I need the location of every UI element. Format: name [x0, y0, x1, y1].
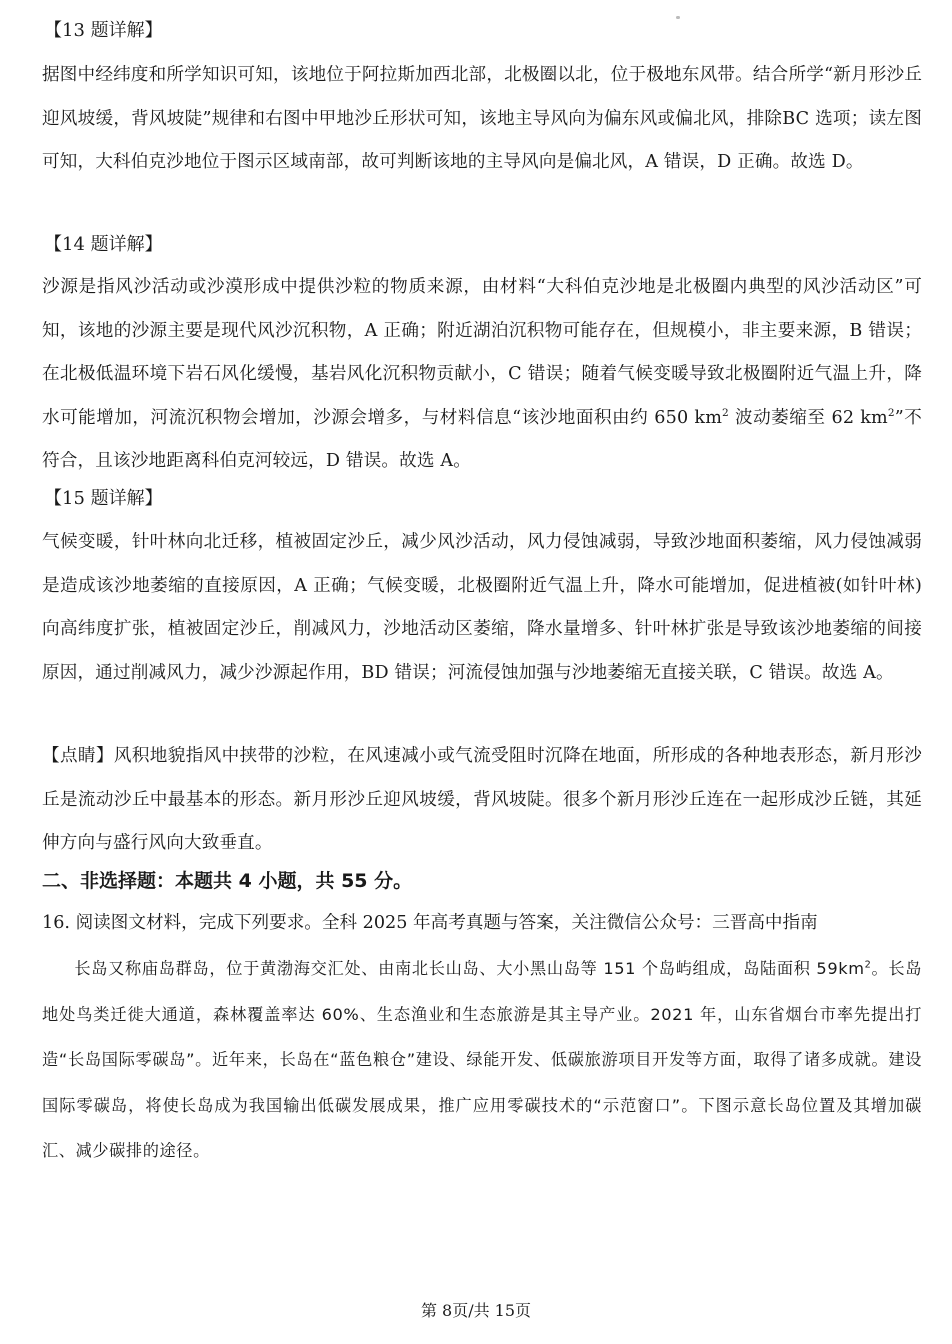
section2-heading: 二、非选择题：本题共 4 小题，共 55 分。 — [42, 870, 413, 892]
q16-prompt-line — [42, 906, 818, 940]
tip-body: 风积地貌指风中挟带的沙粒，在风速减小或气流受阻时沉降在地面，所形成的各种地表形态，新月形沙丘是流动沙丘中最基本的形态。新月形沙丘迎风坡缓，背风坡陡。很多个新月形沙丘连在一起形成沙丘链，其延伸方向与盛行风向大致垂直。 — [42, 746, 922, 853]
q14-heading: 【14 题详解】 — [44, 234, 163, 255]
tip-label: 【点睛】 — [42, 746, 114, 766]
scan-speck — [676, 16, 680, 19]
q16-prompt: 阅读图文材料，完成下列要求。全科 2025 年高考真题与答案，关注微信公众号：三晋高中指南 — [75, 913, 818, 933]
q14-explanation: 沙源是指风沙活动或沙漠形成中提供沙粒的物质来源，由材料“大科伯克沙地是北极圈内典型的风沙活动区”可知，该地的沙源主要是现代风沙沉积物，A 正确；附近湖泊沉积物可能存在，但规模小，非主要来源，B 错误；在北极低温环境下岩石风化缓慢，基岩风化沉积物贡献小，C 错误；随着气候变暖导致北极圈附近气温上升，降水可能增加，河流沉积物会增加，沙源会增多，与材料信息“该沙地面积由约 650 $km^2$ 波动萎缩至 62 $km^2$”不符合，且该沙地距离科伯克河较远，D 错误。故选 A。 — [42, 277, 922, 471]
q16-number: 16. — [42, 913, 70, 933]
q15-heading: 【15 题详解】 — [44, 488, 163, 509]
page-footer: 第 8页/共 15页 — [420, 1301, 532, 1320]
tip-paragraph — [42, 735, 922, 866]
q15-explanation: 气候变暖，针叶林向北迁移，植被固定沙丘，减少风沙活动，风力侵蚀减弱，导致沙地面积萎缩，风力侵蚀减弱是造成该沙地萎缩的直接原因，A 正确；气候变暖，北极圈附近气温上升，降水可能增加，促进植被(如针叶林)向高纬度扩张，植被固定沙丘，削减风力，沙地活动区萎缩，降水量增多、针叶林扩张是导致该沙地萎缩的间接原因，通过削减风力，减少沙源起作用，BD 错误；河流侵蚀加强与沙地萎缩无直接关联，C 错误。故选 A。 — [42, 532, 922, 683]
q13-heading: 【13 题详解】 — [44, 20, 163, 41]
q16-material: 长岛又称庙岛群岛，位于黄渤海交汇处、由南北长山岛、大小黑山岛等 151 个岛屿组成，岛陆面积 $59km^2$。长岛地处鸟类迁徙大通道，森林覆盖率达 60%、生态渔业和生态旅游是其主导产业。2021 年，山东省烟台市率先提出打造“长岛国际零碳岛”。近年来，长岛在“蓝色粮仓”建设、绿能开发、低碳旅游项目开发等方面，取得了诸多成就。建设国际零碳岛，将使长岛成为我国输出低碳发展成果，推广应用零碳技术的“示范窗口”。下图示意长岛位置及其增加碳汇、减少碳排的途径。 — [42, 959, 922, 1160]
q13-explanation: 据图中经纬度和所学知识可知，该地位于阿拉斯加西北部，北极圈以北，位于极地东风带。结合所学“新月形沙丘迎风坡缓，背风坡陡”规律和右图中甲地沙丘形状可知，该地主导风向为偏东风或偏北风，排除BC 选项；读左图可知，大科伯克沙地位于图示区域南部，故可判断该地的主导风向是偏北风，A 错误，D 正确。故选 D。 — [42, 65, 922, 172]
